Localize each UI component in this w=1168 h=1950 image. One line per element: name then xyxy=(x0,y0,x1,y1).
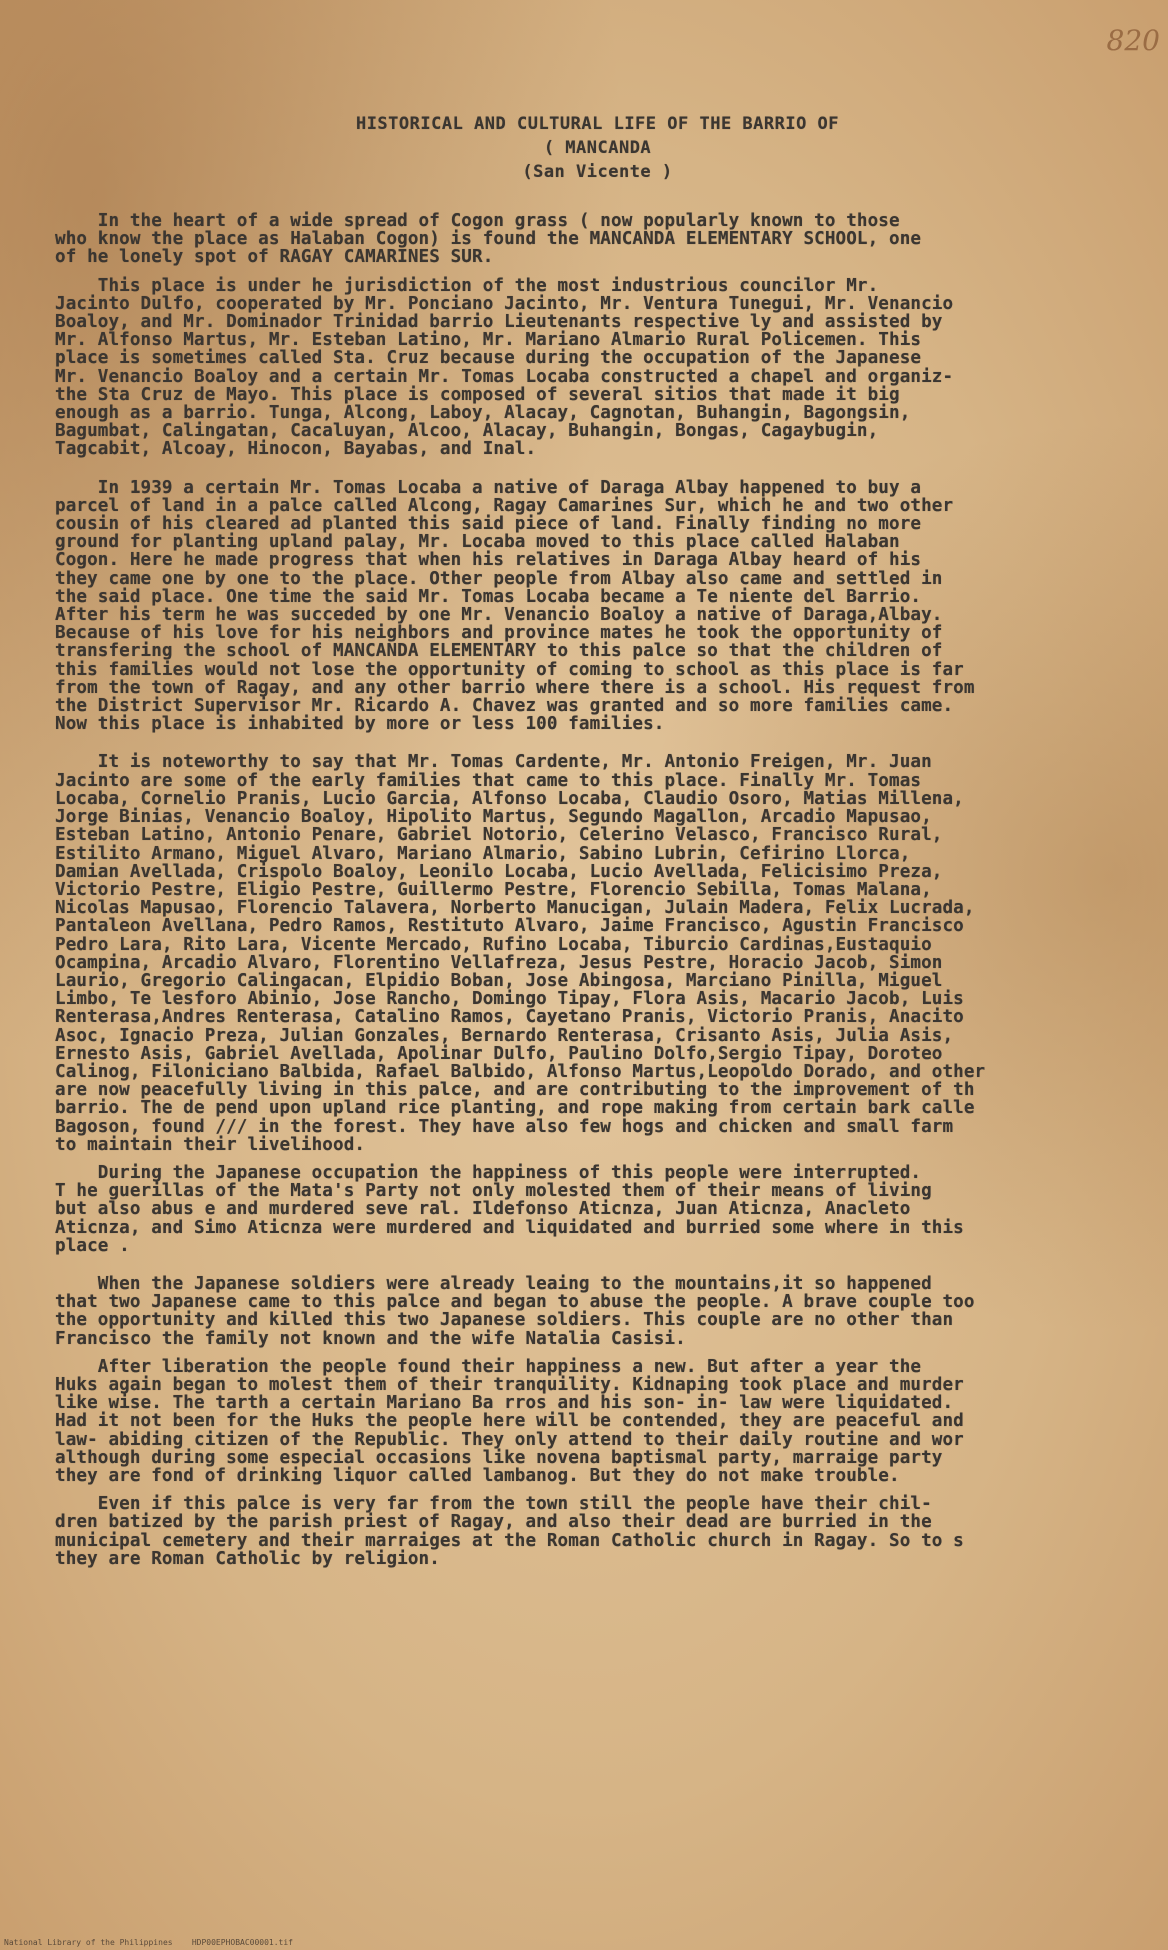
text-line: enough as a barrio. Tunga, Alcong, Laboy, Alacay, Cagnotan, Buhangin, Bagongsin, xyxy=(55,403,911,424)
text-line: are now peacefully living in this palce, and are contributing to the improvement of th xyxy=(55,1080,975,1101)
text-line: When the Japanese soldiers were already leaing to the mountains,it so happened xyxy=(55,1273,932,1294)
text-line: they are Roman Catholic by religion. xyxy=(55,1548,440,1569)
text-line: ground for planting upland palay, Mr. Locaba moved to this place called Halaban xyxy=(55,532,900,553)
text-line: It is noteworthy to say that Mr. Tomas Cardente, Mr. Antonio Freigen, Mr. Juan xyxy=(55,752,932,773)
document-body xyxy=(55,112,1140,1568)
text-line: This place is under he jurisdiction of the most industrious councilor Mr. xyxy=(55,275,879,296)
handwritten-page-number: 820 xyxy=(1106,24,1160,57)
text-line: Jacinto Dulfo, cooperated by Mr. Ponciano Jacinto, Mr. Ventura Tunegui, Mr. Venancio xyxy=(55,293,954,314)
text-line: After his term he was succeded by one Mr. Venancio Boaloy a native of Daraga,Albay. xyxy=(55,605,943,626)
text-line: they came one by one to the place. Other people from Albay also came and settled in xyxy=(55,568,943,589)
paragraph-3 xyxy=(55,479,1140,734)
text-line: After liberation the people found their happiness a new. But after a year the xyxy=(55,1356,922,1377)
text-line: transfering the school of MANCANDA ELEMENTARY to this palce so that the children of xyxy=(55,641,943,662)
text-line: the Sta Cruz de Mayo. This place is composed of several sitios that made it big xyxy=(55,384,900,405)
text-line: Huks again began to molest them of their tranquility. Kidnaping took place and murder xyxy=(55,1374,964,1395)
text-line: Tagcabit, Alcoay, Hinocon, Bayabas, and Inal. xyxy=(55,439,537,460)
text-line: Boaloy, and Mr. Dominador Trinidad barrio Lieutenants respective ly and assisted by xyxy=(55,312,943,333)
text-line: like wise. The tarth a certain Mariano Ba rros and his son- in- law were liquidated. xyxy=(55,1393,954,1414)
text-line: to maintain their livelihood. xyxy=(55,1134,366,1155)
text-line: from the town of Ragay, and any other barrio where there is a school. His request from xyxy=(55,677,975,698)
text-line: Calinog, Filoniciano Balbida, Rafael Balbido, Alfonso Martus,Leopoldo Dorado, and other xyxy=(55,1061,986,1082)
text-line: Limbo, Te lesforo Abinio, Jose Rancho, Domingo Tipay, Flora Asis, Macario Jacob, Luis xyxy=(55,989,964,1010)
text-line: they are fond of drinking liquor called lambanog. But they do not make trouble. xyxy=(55,1466,900,1486)
paragraph-5 xyxy=(55,1164,1140,1255)
text-line: law- abiding citizen of the Republic. They only attend to their daily routine and wor xyxy=(55,1429,964,1450)
paragraph-4 xyxy=(55,753,1140,1153)
text-line: Renterasa,Andres Renterasa, Catalino Ramos, Cayetano Pranis, Victorio Pranis, Anacito xyxy=(55,1007,964,1028)
text-line: Esteban Latino, Antonio Penare, Gabriel Notorio, Celerino Velasco, Francisco Rural, xyxy=(55,825,943,846)
text-line: Francisco the family not known and the wife Natalia Casisi. xyxy=(55,1328,686,1349)
paragraph-2 xyxy=(55,277,1140,459)
text-line: Nicolas Mapusao, Florencio Talavera, Norberto Manucigan, Julain Madera, Felix Lucrada, xyxy=(55,898,975,919)
text-line: Pantaleon Avellana, Pedro Ramos, Restituto Alvaro, Jaime Francisco, Agustin Francisco xyxy=(55,916,964,937)
text-line: T he guerillas of the Mata's Party not only molested them of their means of living xyxy=(55,1181,932,1202)
title-line-1: HISTORICAL AND CULTURAL LIFE OF THE BARRIO OF xyxy=(355,114,840,134)
text-line: Even if this palce is very far from the town still the people have their chil- xyxy=(55,1494,932,1515)
paragraph-1 xyxy=(55,212,1140,267)
text-line: the said place. One time the said Mr. Tomas Locaba became a Te niente del Barrio. xyxy=(55,586,922,607)
text-line: cousin of his cleared ad planted this said piece of land. Finally finding no more xyxy=(55,514,922,535)
text-line: Estilito Armano, Miguel Alvaro, Mariano Almario, Sabino Lubrin, Cefirino Llorca, xyxy=(55,843,911,864)
text-line: the District Supervisor Mr. Ricardo A. Chavez was granted and so more families came. xyxy=(55,696,954,717)
text-line: Victorio Pestre, Eligio Pestre, Guillermo Pestre, Florencio Sebilla, Tomas Malana, xyxy=(55,879,932,900)
text-line: Damian Avellada, Crispolo Boaloy, Leonilo Locaba, Lucio Avellada, Felicisimo Preza, xyxy=(55,861,943,882)
text-line: place . xyxy=(55,1235,130,1256)
paragraph-6 xyxy=(55,1275,1140,1348)
text-line: Now this place is inhabited by more or less 100 families. xyxy=(55,714,665,735)
text-line: In the heart of a wide spread of Cogon grass ( now popularly known to those xyxy=(55,211,900,231)
text-line: who know the place as Halaban Cogon) is found the MANCANDA ELEMENTARY SCHOOL, one xyxy=(55,229,922,250)
title-line-2: ( MANCANDA xyxy=(543,138,652,158)
text-line: place is sometimes called Sta. Cruz because during the occupation of the Japanese xyxy=(55,348,922,369)
text-line: Aticnza, and Simo Aticnza were murdered and liquidated and burried some where in this xyxy=(55,1217,964,1238)
text-line: During the Japanese occupation the happiness of this people were interrupted. xyxy=(55,1162,922,1183)
text-line: Had it not been for the Huks the people here will be contended, they are peaceful and xyxy=(55,1411,964,1432)
document-title xyxy=(55,112,1140,184)
title-line-3: (San Vicente ) xyxy=(522,162,673,182)
text-line: Ocampina, Arcadio Alvaro, Florentino Vellafreza, Jesus Pestre, Horacio Jacob, Simon xyxy=(55,952,943,973)
text-line: parcel of land in a palce called Alcong, Ragay Camarines Sur, which he and two other xyxy=(55,495,954,516)
text-line: municipal cemetery and their marraiges at the Roman Catholic church in Ragay. So to s xyxy=(55,1530,964,1551)
text-line: Because of his love for his neighbors and province mates he took the opportunity of xyxy=(55,623,943,644)
text-line: this families would not lose the opportunity of coming to school as this place is far xyxy=(55,659,964,680)
archive-footer: National Library of the Philippines HDP00EPHOBAC00001.tif xyxy=(4,1938,293,1947)
text-line: although during some especial occasions like novena baptismal party, marraige party xyxy=(55,1447,943,1468)
text-line: In 1939 a certain Mr. Tomas Locaba a native of Daraga Albay happened to buy a xyxy=(55,477,922,498)
text-line: Asoc, Ignacio Preza, Julian Gonzales, Bernardo Renterasa, Crisanto Asis, Julia Asis, xyxy=(55,1025,954,1046)
text-line: Laurio, Gregorio Calingacan, Elpidio Boban, Jose Abingosa, Marciano Pinilla, Miguel xyxy=(55,970,943,991)
text-line: Ernesto Asis, Gabriel Avellada, Apolinar Dulfo, Paulino Dolfo,Sergio Tipay, Doroteo xyxy=(55,1043,943,1064)
text-line: dren batized by the parish priest of Ragay, and also their dead are burried in the xyxy=(55,1512,932,1533)
paragraph-8 xyxy=(55,1495,1140,1568)
paragraph-7 xyxy=(55,1358,1140,1485)
text-line: barrio. The de pend upon upland rice planting, and rope making from certain bark calle xyxy=(55,1098,975,1119)
text-line: Jacinto are some of the early families that came to this place. Finally Mr. Tomas xyxy=(55,770,922,791)
text-line: Bagoson, found /// in the forest. They have also few hogs and chicken and small farm xyxy=(55,1116,954,1137)
text-line: but also abus e and murdered seve ral. Ildefonso Aticnza, Juan Aticnza, Anacleto xyxy=(55,1199,911,1220)
text-line: Pedro Lara, Rito Lara, Vicente Mercado, Rufino Locaba, Tiburcio Cardinas,Eustaquio xyxy=(55,934,932,955)
text-line: Mr. Alfonso Martus, Mr. Esteban Latino, Mr. Mariano Almario Rural Policemen. This xyxy=(55,330,922,351)
text-line: that two Japanese came to this palce and began to abuse the people. A brave couple too xyxy=(55,1292,975,1313)
text-line: the opportunity and killed this two Japanese soldiers. This couple are no other than xyxy=(55,1310,954,1331)
text-line: Mr. Venancio Boaloy and a certain Mr. Tomas Locaba constructed a chapel and organiz- xyxy=(55,366,954,387)
text-line: Jorge Binias, Venancio Boaloy, Hipolito Martus, Segundo Magallon, Arcadio Mapusao, xyxy=(55,807,932,828)
text-line: Locaba, Cornelio Pranis, Lucio Garcia, Alfonso Locaba, Claudio Osoro, Matias Millena, xyxy=(55,788,964,809)
text-line: of he lonely spot of RAGAY CAMARINES SUR. xyxy=(55,247,494,268)
paragraphs xyxy=(55,212,1140,1568)
text-line: Bagumbat, Calingatan, Cacaluyan, Alcoo, Alacay, Buhangin, Bongas, Cagaybugin, xyxy=(55,421,879,442)
text-line: Cogon. Here he made progress that when his relatives in Daraga Albay heard of his xyxy=(55,550,922,571)
